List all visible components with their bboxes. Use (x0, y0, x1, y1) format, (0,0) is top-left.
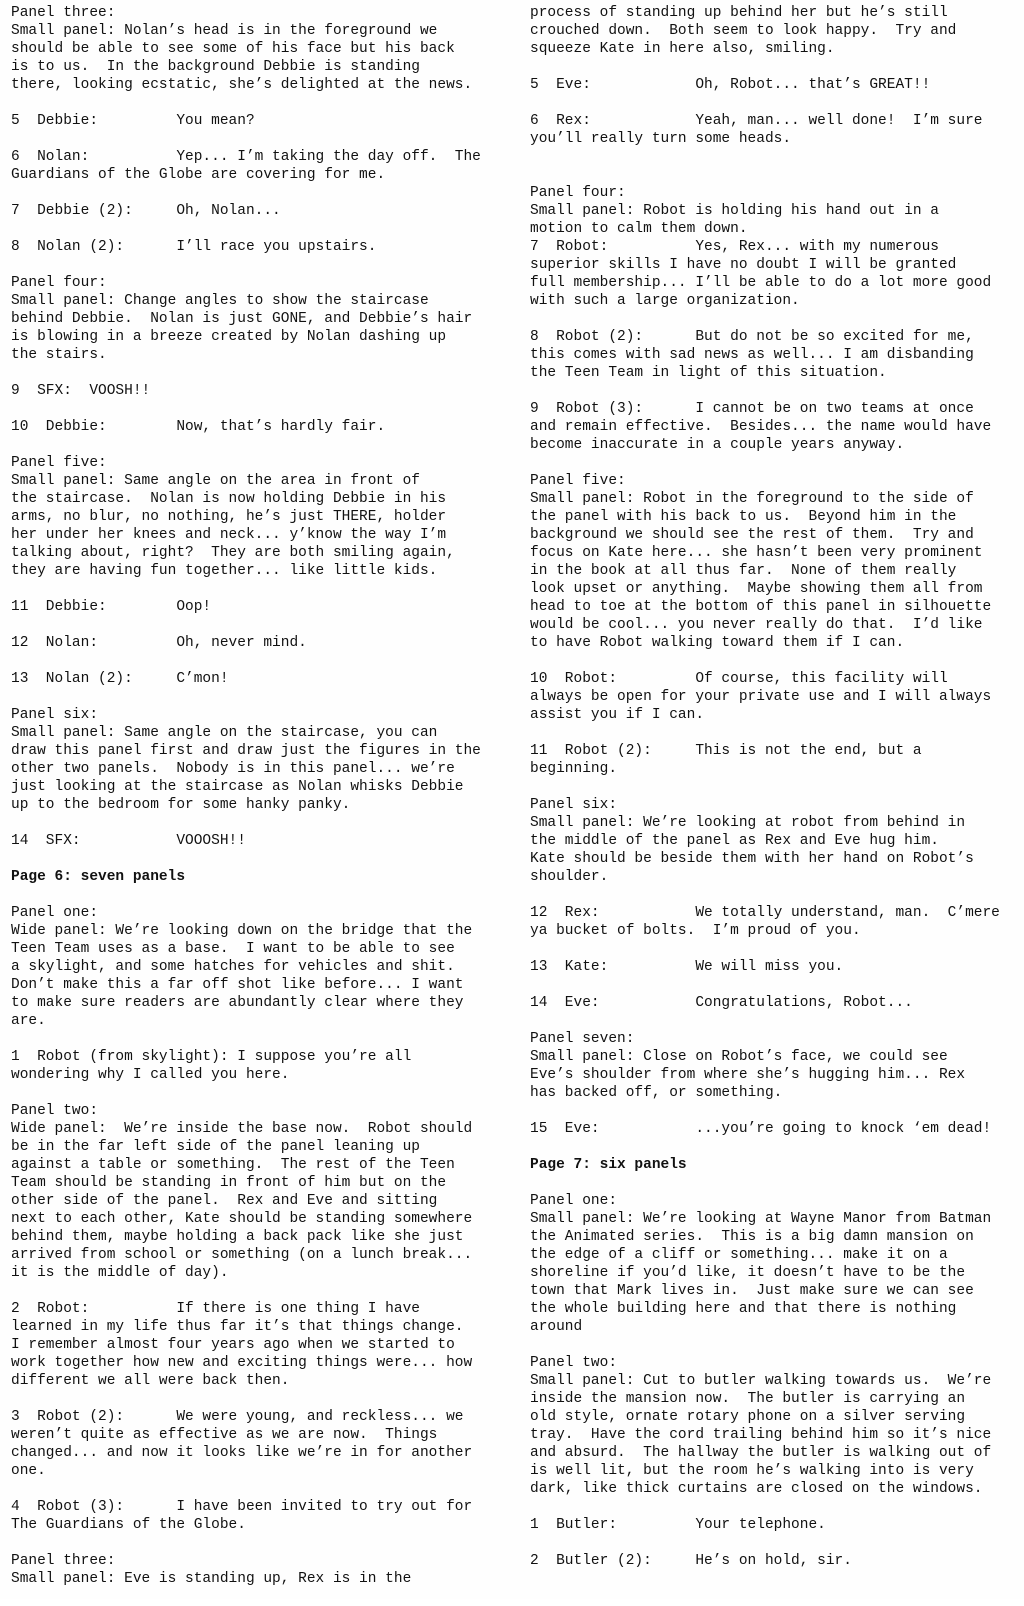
script-line (11, 832, 506, 850)
text-line: 6 Rex: Yeah, man... well done! I’m sure (530, 113, 983, 129)
script-line (530, 328, 1016, 382)
text-line: they are having fun together... like little kids. (11, 563, 438, 579)
text-line: The Guardians of the Globe. (11, 1517, 246, 1533)
text-line: I remember almost four years ago when we started to (11, 1337, 455, 1353)
text-line: background we should see the rest of them. Try and (530, 527, 974, 543)
text-line: 6 Nolan: Yep... I’m taking the day off. The (11, 149, 481, 165)
text-line: 5 Eve: Oh, Robot... that’s GREAT!! (530, 77, 931, 93)
script-line (11, 1408, 506, 1480)
script-line (11, 418, 506, 436)
text-line: Panel five: (11, 455, 107, 471)
text-line: in the book at all thus far. None of them really (530, 563, 957, 579)
text-line: 5 Debbie: You mean? (11, 113, 255, 129)
text-line: draw this panel first and draw just the figures in the (11, 743, 481, 759)
text-line: with such a large organization. (530, 293, 800, 309)
text-line: against a table or something. The rest of the Teen (11, 1157, 455, 1173)
panel-description (530, 4, 1016, 58)
text-line: Kate should be beside them with her hand on Robot’s (530, 851, 974, 867)
script-line (530, 904, 1016, 940)
panel-description (530, 166, 1016, 310)
text-line: behind them, maybe holding a back pack like she just (11, 1229, 464, 1245)
text-line: Small panel: Eve is standing up, Rex is in the (11, 1571, 412, 1587)
text-line: Small panel: Close on Robot’s face, we could see (530, 1049, 948, 1065)
text-line: a skylight, and some hatches for vehicles and shit. (11, 959, 455, 975)
text-line: the Animated series. This is a big damn mansion on (530, 1229, 974, 1245)
panel-description (11, 1552, 506, 1588)
panel-description (530, 1354, 1016, 1498)
text-line: 9 Robot (3): I cannot be on two teams at once (530, 401, 974, 417)
text-line: Panel seven: (530, 1031, 635, 1047)
text-line: 9 SFX: VOOSH!! (11, 383, 151, 399)
script-line (11, 238, 506, 256)
text-line: are. (11, 1013, 46, 1029)
script-line (11, 1048, 506, 1084)
script-line (11, 1498, 506, 1534)
text-line: has backed off, or something. (530, 1085, 783, 1101)
script-line (11, 670, 506, 688)
text-line: talking about, right? They are both smiling again, (11, 545, 455, 561)
text-line: is blowing in a breeze created by Nolan dashing up (11, 329, 447, 345)
text-line: and absurd. The hallway the butler is walking out of (530, 1445, 992, 1461)
text-line: other two panels. Nobody is in this panel... we’re (11, 761, 455, 777)
text-line: the middle of the panel as Rex and Eve hug him. (530, 833, 939, 849)
script-line (530, 1516, 1016, 1534)
text-line: 11 Robot (2): This is not the end, but a (530, 743, 922, 759)
script-line (530, 994, 1016, 1012)
script-line (11, 634, 506, 652)
script-line (11, 598, 506, 616)
script-line (530, 742, 1016, 778)
text-line: the edge of a cliff or something... make it on a (530, 1247, 948, 1263)
text-line: learned in my life thus far it’s that things change. (11, 1319, 464, 1335)
panel-description (11, 904, 506, 1030)
right-column (530, 4, 1016, 1588)
heading-text: Page 7: six panels (530, 1157, 687, 1173)
text-line: you’ll really turn some heads. (530, 131, 792, 147)
text-line: Panel three: (11, 1553, 116, 1569)
text-line: would be cool... you never really do that. I’d like (530, 617, 983, 633)
text-line: wondering why I called you here. (11, 1067, 290, 1083)
page-heading (530, 1156, 1016, 1174)
text-line: weren’t quite as effective as we are now. Things (11, 1427, 438, 1443)
text-line: the whole building here and that there is nothing (530, 1301, 957, 1317)
text-line: motion to calm them down. (530, 221, 748, 237)
text-line: work together how new and exciting things were... how (11, 1355, 473, 1371)
script-line (530, 958, 1016, 976)
text-line: town that Mark lives in. Just make sure we can see (530, 1283, 974, 1299)
script-line (530, 76, 1016, 94)
text-line: and remain effective. Besides... the name would have (530, 419, 992, 435)
text-line: assist you if I can. (530, 707, 705, 723)
text-line: her under her knees and neck... y’know the way I’m (11, 527, 447, 543)
text-line: arrived from school or something (on a lunch break... (11, 1247, 473, 1263)
text-line: focus on Kate here... she hasn’t been very prominent (530, 545, 983, 561)
text-line: Small panel: Cut to butler walking towards us. We’re (530, 1373, 992, 1389)
text-line: 7 Debbie (2): Oh, Nolan... (11, 203, 281, 219)
text-line: 1 Robot (from skylight): I suppose you’re all (11, 1049, 412, 1065)
panel-description (11, 1102, 506, 1282)
text-line: Wide panel: We’re inside the base now. Robot should (11, 1121, 473, 1137)
panel-description (530, 1030, 1016, 1102)
text-line: 7 Robot: Yes, Rex... with my numerous (530, 239, 939, 255)
text-line: Guardians of the Globe are covering for me. (11, 167, 386, 183)
script-line (11, 148, 506, 184)
text-line: is well lit, but the room he’s walking into is very (530, 1463, 974, 1479)
text-line: the staircase. Nolan is now holding Debbie in his (11, 491, 447, 507)
text-line: just looking at the staircase as Nolan whisks Debbie (11, 779, 464, 795)
text-line: old style, ornate rotary phone on a silver serving (530, 1409, 966, 1425)
text-line: other side of the panel. Rex and Eve and sitting (11, 1193, 438, 1209)
text-line: Panel one: (530, 1193, 618, 1209)
page-heading (11, 868, 506, 886)
text-line: Panel four: (11, 275, 107, 291)
text-line: 11 Debbie: Oop! (11, 599, 212, 615)
text-line: 13 Nolan (2): C’mon! (11, 671, 229, 687)
text-line: squeeze Kate in here also, smiling. (530, 41, 835, 57)
text-line: it is the middle of day). (11, 1265, 229, 1281)
text-line: Team should be standing in front of him but on the (11, 1175, 447, 1191)
text-line: inside the mansion now. The butler is carrying an (530, 1391, 966, 1407)
text-line: 12 Rex: We totally understand, man. C’mere (530, 905, 1000, 921)
text-line: 13 Kate: We will miss you. (530, 959, 844, 975)
text-line (530, 166, 1016, 184)
text-line: Small panel: We’re looking at robot from behind in (530, 815, 966, 831)
text-line: 14 SFX: VOOOSH!! (11, 833, 246, 849)
script-line (530, 670, 1016, 724)
text-line: Panel three: (11, 5, 116, 21)
text-line: Wide panel: We’re looking down on the bridge that the (11, 923, 473, 939)
text-line: Small panel: We’re looking at Wayne Manor from Batman (530, 1211, 992, 1227)
panel-description (11, 706, 506, 814)
text-line: the stairs. (11, 347, 107, 363)
text-line: up to the bedroom for some hanky panky. (11, 797, 351, 813)
text-line: full membership... I’ll be able to do a lot more good (530, 275, 992, 291)
text-line: 2 Butler (2): He’s on hold, sir. (530, 1553, 852, 1569)
text-line: different we all were back then. (11, 1373, 290, 1389)
text-line: Small panel: Same angle on the area in front of (11, 473, 420, 489)
text-line: 12 Nolan: Oh, never mind. (11, 635, 307, 651)
text-line: become inaccurate in a couple years anyway. (530, 437, 905, 453)
panel-description (11, 274, 506, 364)
text-line: beginning. (530, 761, 618, 777)
left-column (11, 4, 506, 1606)
text-line: dark, like thick curtains are closed on the windows. (530, 1481, 983, 1497)
text-line: Don’t make this a far off shot like before... I want (11, 977, 464, 993)
text-line: Panel one: (11, 905, 99, 921)
text-line: 8 Nolan (2): I’ll race you upstairs. (11, 239, 377, 255)
text-line: Panel six: (530, 797, 618, 813)
text-line: be in the far left side of the panel leaning up (11, 1139, 420, 1155)
panel-description (530, 1192, 1016, 1336)
text-line: head to toe at the bottom of this panel in silhouette (530, 599, 992, 615)
script-line (530, 112, 1016, 148)
text-line: tray. Have the cord trailing behind him so it’s nice (530, 1427, 992, 1443)
text-line: Panel four: (530, 185, 626, 201)
script-line (11, 1300, 506, 1390)
text-line: changed... and now it looks like we’re in for another (11, 1445, 473, 1461)
text-line: one. (11, 1463, 46, 1479)
text-line: 4 Robot (3): I have been invited to try out for (11, 1499, 473, 1515)
panel-description (530, 796, 1016, 886)
text-line: Small panel: Change angles to show the staircase (11, 293, 429, 309)
text-line: there, looking ecstatic, she’s delighted at the news. (11, 77, 473, 93)
text-line: to have Robot walking toward them if I can. (530, 635, 905, 651)
text-line: superior skills I have no doubt I will be granted (530, 257, 957, 273)
text-line: Small panel: Robot in the foreground to the side of (530, 491, 974, 507)
panel-description (530, 472, 1016, 652)
panel-description (11, 4, 506, 94)
text-line: Eve’s shoulder from where she’s hugging him... Rex (530, 1067, 966, 1083)
text-line: is to us. In the background Debbie is standing (11, 59, 420, 75)
text-line: Teen Team uses as a base. I want to be able to see (11, 941, 455, 957)
script-line (530, 1120, 1016, 1138)
text-line: 1 Butler: Your telephone. (530, 1517, 826, 1533)
text-line: 14 Eve: Congratulations, Robot... (530, 995, 913, 1011)
text-line: Small panel: Nolan’s head is in the foreground we (11, 23, 438, 39)
text-line: Panel two: (11, 1103, 99, 1119)
text-line: 15 Eve: ...you’re going to knock ‘em dead! (530, 1121, 992, 1137)
text-line: 2 Robot: If there is one thing I have (11, 1301, 420, 1317)
text-line: always be open for your private use and I will always (530, 689, 992, 705)
text-line: shoreline if you’d like, it doesn’t have to be the (530, 1265, 966, 1281)
script-line (11, 112, 506, 130)
text-line: 3 Robot (2): We were young, and reckless... we (11, 1409, 464, 1425)
text-line: next to each other, Kate should be standing somewhere (11, 1211, 473, 1227)
script-line (11, 202, 506, 220)
text-line: Panel six: (11, 707, 99, 723)
script-line (530, 1552, 1016, 1570)
text-line: around (530, 1319, 583, 1335)
text-line: the panel with his back to us. Beyond him in the (530, 509, 957, 525)
script-line (11, 382, 506, 400)
text-line: arms, no blur, no nothing, he’s just THERE, holder (11, 509, 447, 525)
script-line (530, 400, 1016, 454)
text-line: the Teen Team in light of this situation. (530, 365, 887, 381)
text-line: shoulder. (530, 869, 609, 885)
heading-text: Page 6: seven panels (11, 869, 186, 885)
text-line: 10 Robot: Of course, this facility will (530, 671, 948, 687)
text-line: look upset or anything. Maybe showing them all from (530, 581, 983, 597)
panel-description (11, 454, 506, 580)
text-line: Small panel: Same angle on the staircase, you can (11, 725, 438, 741)
text-line: this comes with sad news as well... I am disbanding (530, 347, 974, 363)
text-line: 8 Robot (2): But do not be so excited for me, (530, 329, 974, 345)
text-line: 10 Debbie: Now, that’s hardly fair. (11, 419, 386, 435)
text-line: process of standing up behind her but he’s still (530, 5, 948, 21)
text-line: crouched down. Both seem to look happy. Try and (530, 23, 957, 39)
text-line: to make sure readers are abundantly clear where they (11, 995, 464, 1011)
text-line: should be able to see some of his face but his back (11, 41, 455, 57)
text-line: ya bucket of bolts. I’m proud of you. (530, 923, 861, 939)
text-line: Panel five: (530, 473, 626, 489)
text-line: behind Debbie. Nolan is just GONE, and Debbie’s hair (11, 311, 473, 327)
text-line: Panel two: (530, 1355, 618, 1371)
text-line: Small panel: Robot is holding his hand out in a (530, 203, 939, 219)
